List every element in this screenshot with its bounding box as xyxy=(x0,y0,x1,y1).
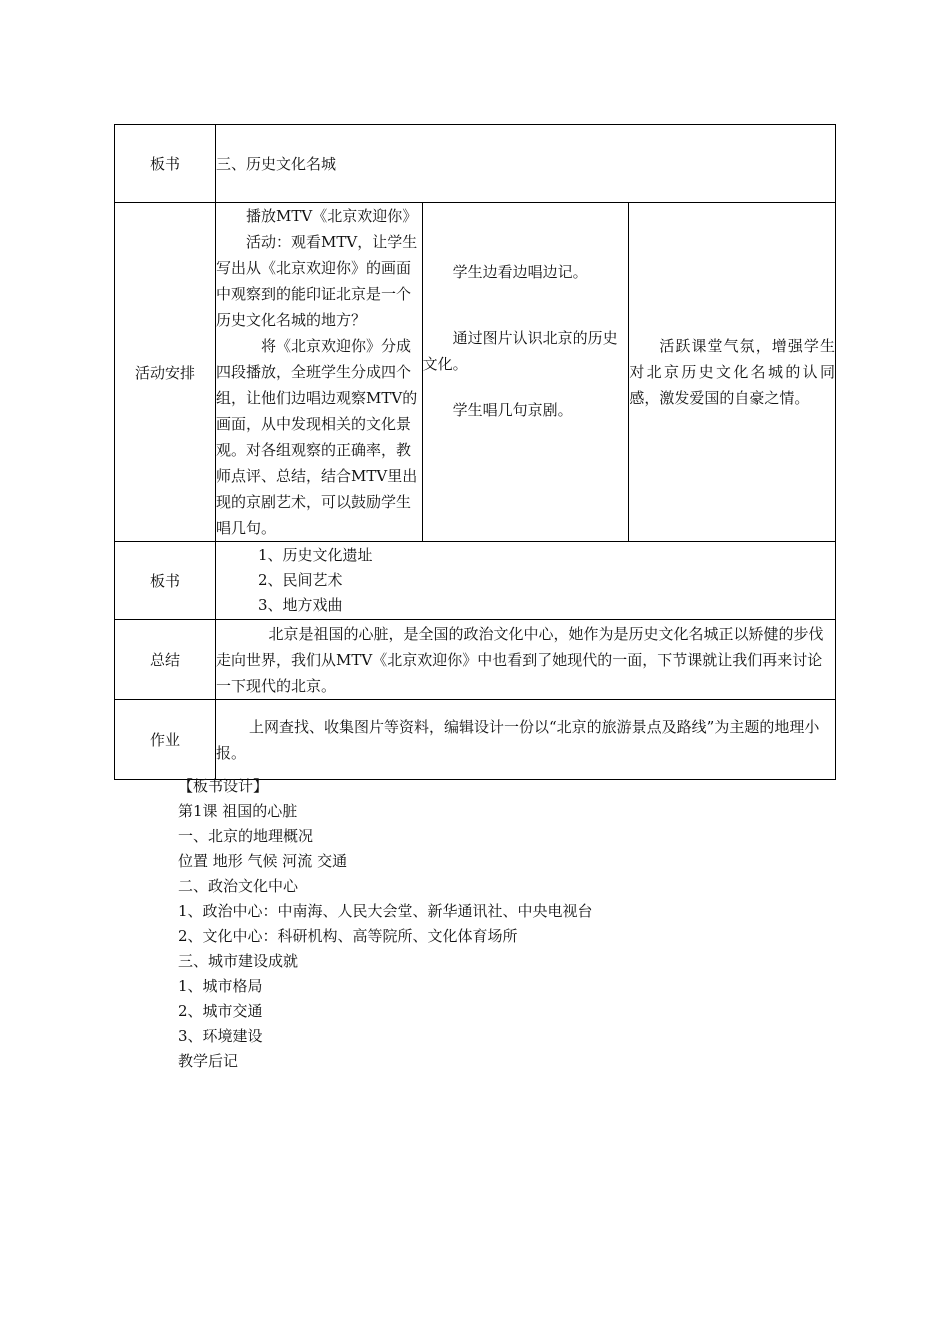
row-label: 板书 xyxy=(115,542,216,620)
table-row xyxy=(115,542,836,620)
board-list-item: 1、历史文化遗址 xyxy=(258,546,373,564)
table-row xyxy=(115,700,836,780)
board-design-line: 2、城市交通 xyxy=(178,1002,263,1020)
board-design-section xyxy=(178,774,593,1074)
homework-cell xyxy=(216,700,836,780)
board-design-heading: 【板书设计】 xyxy=(178,777,269,795)
table-row xyxy=(115,125,836,203)
board-list-cell xyxy=(216,542,836,620)
row-label: 活动安排 xyxy=(115,203,216,542)
board-design-line: 二、政治文化中心 xyxy=(178,877,299,895)
board-title-cell: 三、历史文化名城 xyxy=(216,125,836,203)
student-line: 通过图片认识北京的历史文化。 xyxy=(422,329,618,373)
purpose-cell xyxy=(629,203,836,542)
board-design-line: 教学后记 xyxy=(178,1052,239,1070)
board-design-line: 第1课 祖国的心脏 xyxy=(178,802,298,820)
board-design-line: 1、城市格局 xyxy=(178,977,263,995)
row-label: 作业 xyxy=(115,700,216,780)
board-design-line: 位置 地形 气候 河流 交通 xyxy=(178,852,348,870)
board-design-line: 1、政治中心：中南海、人民大会堂、新华通讯社、中央电视台 xyxy=(178,902,593,920)
activity-line: 将《北京欢迎你》分成四段播放，全班学生分成四个组，让他们边唱边观察MTV的画面，从中发现相关的文化景观。对各组观察的正确率，教师点评、总结，结合MTV里出现的京剧艺术，可以鼓励学生唱几句。 xyxy=(216,337,418,537)
activity-main-cell xyxy=(216,203,423,542)
board-design-line: 3、环境建设 xyxy=(178,1027,263,1045)
board-design-line: 三、城市建设成就 xyxy=(178,952,299,970)
student-line: 学生唱几句京剧。 xyxy=(452,401,573,419)
table-row xyxy=(115,620,836,700)
board-list-item: 2、民间艺术 xyxy=(258,571,343,589)
summary-cell xyxy=(216,620,836,700)
lesson-plan-table xyxy=(114,124,836,780)
student-line: 学生边看边唱边记。 xyxy=(452,263,588,281)
student-activity-cell xyxy=(422,203,629,542)
table-row xyxy=(115,203,836,542)
activity-line: 活动：观看MTV，让学生写出从《北京欢迎你》的画面中观察到的能印证北京是一个历史文化名城的地方？ xyxy=(216,233,418,329)
purpose-text: 活跃课堂气氛，增强学生对北京历史文化名城的认同感，激发爱国的自豪之情。 xyxy=(629,337,835,407)
board-list-item: 3、地方戏曲 xyxy=(258,596,343,614)
row-label: 板书 xyxy=(115,125,216,203)
activity-line: 播放MTV《北京欢迎你》 xyxy=(246,207,418,225)
board-design-line: 一、北京的地理概况 xyxy=(178,827,314,845)
homework-text: 上网查找、收集图片等资料，编辑设计一份以“北京的旅游景点及路线”为主题的地理小报。 xyxy=(216,717,820,762)
row-label: 总结 xyxy=(115,620,216,700)
summary-text: 北京是祖国的心脏，是全国的政治文化中心，她作为是历史文化名城正以矫健的步伐走向世界，我们从MTV《北京欢迎你》中也看到了她现代的一面，下节课就让我们再来讨论一下现代的北京。 xyxy=(216,624,824,695)
board-design-line: 2、文化中心：科研机构、高等院所、文化体育场所 xyxy=(178,927,518,945)
